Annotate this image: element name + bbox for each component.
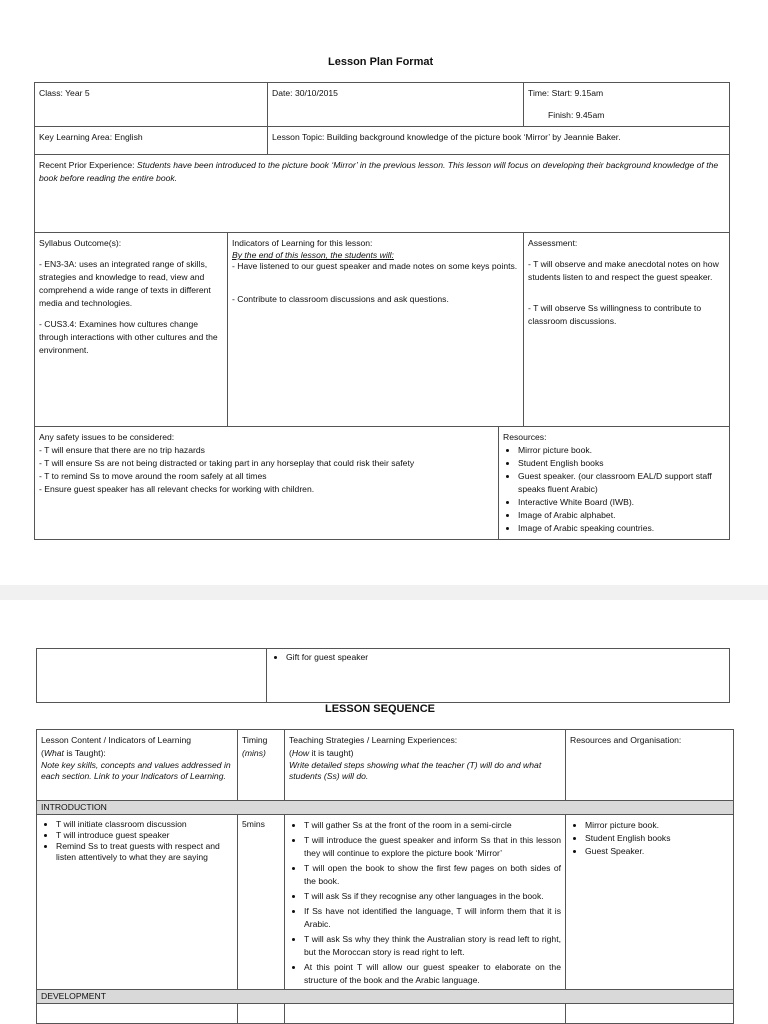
intro-timing: 5mins [242, 819, 265, 829]
intro-resource-item: • Mirror picture book. [585, 819, 729, 832]
how-word: How [291, 748, 310, 758]
intro-resources-list [570, 819, 729, 858]
doc-title: Lesson Plan Format [328, 56, 434, 68]
class-cell [35, 83, 268, 127]
strategy-item: • At this point T will allow our guest speaker to elaborate on the structure of the book and the Arabic language. [304, 961, 561, 987]
syllabus-heading: Syllabus Outcome(s): [39, 238, 122, 248]
kla-text: Key Learning Area: English [39, 132, 143, 142]
resources-continued-table [36, 648, 730, 703]
indicators-subheading: By the end of this lesson, the students will: [232, 250, 394, 260]
content-header-title: Lesson Content / Indicators of Learning [41, 735, 192, 745]
intro-strategies-list [289, 819, 561, 987]
development-label: DEVELOPMENT [37, 990, 734, 1004]
indicator-2: - Contribute to classroom discussions and ask questions. [232, 294, 449, 304]
intro-resource-item: • Student English books [585, 832, 729, 845]
resource-item: • Image of Arabic alphabet. [518, 509, 725, 522]
class-text: Class: Year 5 [39, 88, 90, 98]
sequence-header-row [37, 730, 734, 801]
timing-header-title: Timing [242, 735, 268, 745]
time-finish: Finish: 9.45am [548, 110, 605, 120]
syllabus-outcome-2: - CUS3.4: Examines how cultures change through interactions with other cultures and the environment. [39, 319, 218, 355]
strategy-item: • T will ask Ss why they think the Australian story is read left to right, but the Moroccan story is read right to left. [304, 933, 561, 959]
safety-continued-cell [37, 649, 267, 703]
intro-content-item: • Remind Ss to treat guests with respect and listen attentively to what they are saying [56, 841, 233, 863]
resources-continued-cell [267, 649, 730, 703]
intro-content-item: • T will introduce guest speaker [56, 830, 233, 841]
time-cell [524, 83, 730, 127]
resource-item: • Interactive White Board (IWB). [518, 496, 725, 509]
resources-heading: Resources: [503, 432, 547, 442]
safety-3: - T to remind Ss to move around the room safely at all times [39, 471, 267, 481]
indicators-heading: Indicators of Learning for this lesson: [232, 238, 373, 248]
timing-header-unit: (mins) [242, 748, 266, 758]
prior-label: Recent Prior Experience: [39, 160, 135, 170]
assessment-heading: Assessment: [528, 238, 578, 248]
resource-item: • Student English books [518, 457, 725, 470]
row-kla-topic [35, 127, 730, 155]
sequence-title: LESSON SEQUENCE [325, 703, 436, 715]
res-org-header-title: Resources and Organisation: [570, 735, 682, 745]
row-class-date-time [35, 83, 730, 127]
row-resources-continued [37, 649, 730, 703]
time-start: Time: Start: 9.15am [528, 88, 604, 98]
date-text: Date: 30/10/2015 [272, 88, 338, 98]
strategy-item: • T will gather Ss at the front of the room in a semi-circle [304, 819, 561, 832]
resource-item: • Gift for guest speaker [286, 651, 725, 664]
resource-item: • Guest speaker. (our classroom EAL/D support staff speaks fluent Arabic) [518, 470, 725, 496]
safety-2: - T will ensure Ss are not being distracted or taking part in any horseplay that could risk their safety [39, 458, 415, 468]
topic-text: Lesson Topic: Building background knowledge of the picture book ‘Mirror’ by Jeannie Baker. [272, 132, 621, 142]
development-row [37, 990, 734, 1004]
indicator-1: - Have listened to our guest speaker and made notes on some keys points. [232, 261, 518, 271]
dev-timing-cell [238, 1004, 285, 1024]
resource-item: • Mirror picture book. [518, 444, 725, 457]
row-safety-resources [35, 427, 730, 540]
intro-content-cell [37, 815, 238, 990]
page-2 [0, 600, 768, 1024]
kla-cell [35, 127, 268, 155]
date-cell [268, 83, 524, 127]
row-prior-experience [35, 155, 730, 233]
resource-item: • Image of Arabic speaking countries. [518, 522, 725, 535]
paren-open: ( [289, 748, 292, 758]
intro-resource-item: • Guest Speaker. [585, 845, 729, 858]
strategy-item: • T will open the book to show the first few pages on both sides of the book. [304, 862, 561, 888]
syllabus-outcome-1: - EN3-3A: uses an integrated range of skills, strategies and knowledge to read, view and comprehend a wide range of texts in different media and technologies. [39, 259, 211, 308]
strategy-item: • T will introduce the guest speaker and inform Ss that in this lesson they will continue to explore the picture book ‘Mirror’ [304, 834, 561, 860]
safety-heading: Any safety issues to be considered: [39, 432, 175, 442]
topic-cell [268, 127, 730, 155]
prior-text: Students have been introduced to the picture book ‘Mirror’ in the previous lesson. This lesson will focus on developing their background knowledge of the book before reading the entire book. [39, 160, 719, 183]
strategies-header-how [289, 747, 561, 760]
strategy-item: • If Ss have not identified the language, T will inform them that it is Arabic. [304, 905, 561, 931]
assessment-1: - T will observe and make anecdotal notes on how students listen to and respect the guest speaker. [528, 259, 719, 282]
res-org-header [566, 730, 734, 801]
dev-resources-cell [566, 1004, 734, 1024]
safety-cell [35, 427, 499, 540]
resources-continued-list [271, 651, 725, 664]
safety-1: - T will ensure that there are no trip hazards [39, 445, 205, 455]
content-header [37, 730, 238, 801]
dev-strategies-cell [285, 1004, 566, 1024]
dev-content-cell [37, 1004, 238, 1024]
introduction-content-row [37, 815, 734, 990]
intro-resources-cell [566, 815, 734, 990]
content-header-note: Note key skills, concepts and values addressed in each section. Link to your Indicators of Learning. [41, 760, 231, 781]
how-rest: it is taught) [309, 748, 354, 758]
strategies-header-title: Teaching Strategies / Learning Experiences: [289, 735, 458, 745]
prior-cell [35, 155, 730, 233]
intro-strategies-cell [285, 815, 566, 990]
paren-open: ( [41, 748, 44, 758]
what-rest: is Taught): [63, 748, 106, 758]
strategies-header [285, 730, 566, 801]
intro-timing-cell [238, 815, 285, 990]
assessment-2: - T will observe Ss willingness to contribute to classroom discussions. [528, 303, 702, 326]
introduction-row [37, 801, 734, 815]
development-content-row [37, 1004, 734, 1024]
resources-list [503, 444, 725, 535]
content-header-what [41, 747, 233, 760]
what-word: What [43, 748, 64, 758]
assessment-cell [524, 233, 730, 427]
lesson-info-table [34, 82, 730, 540]
row-outcomes [35, 233, 730, 427]
strategy-item: • T will ask Ss if they recognise any other languages in the book. [304, 890, 561, 903]
safety-4: - Ensure guest speaker has all relevant checks for working with children. [39, 484, 315, 494]
introduction-label: INTRODUCTION [37, 801, 734, 815]
intro-content-item: • T will initiate classroom discussion [56, 819, 233, 830]
lesson-sequence-table [36, 729, 734, 1024]
strategies-header-note: Write detailed steps showing what the teacher (T) will do and what students (Ss) will do. [289, 760, 542, 781]
resources-cell [499, 427, 730, 540]
intro-content-list [41, 819, 233, 863]
timing-header [238, 730, 285, 801]
indicators-cell [228, 233, 524, 427]
syllabus-cell [35, 233, 228, 427]
